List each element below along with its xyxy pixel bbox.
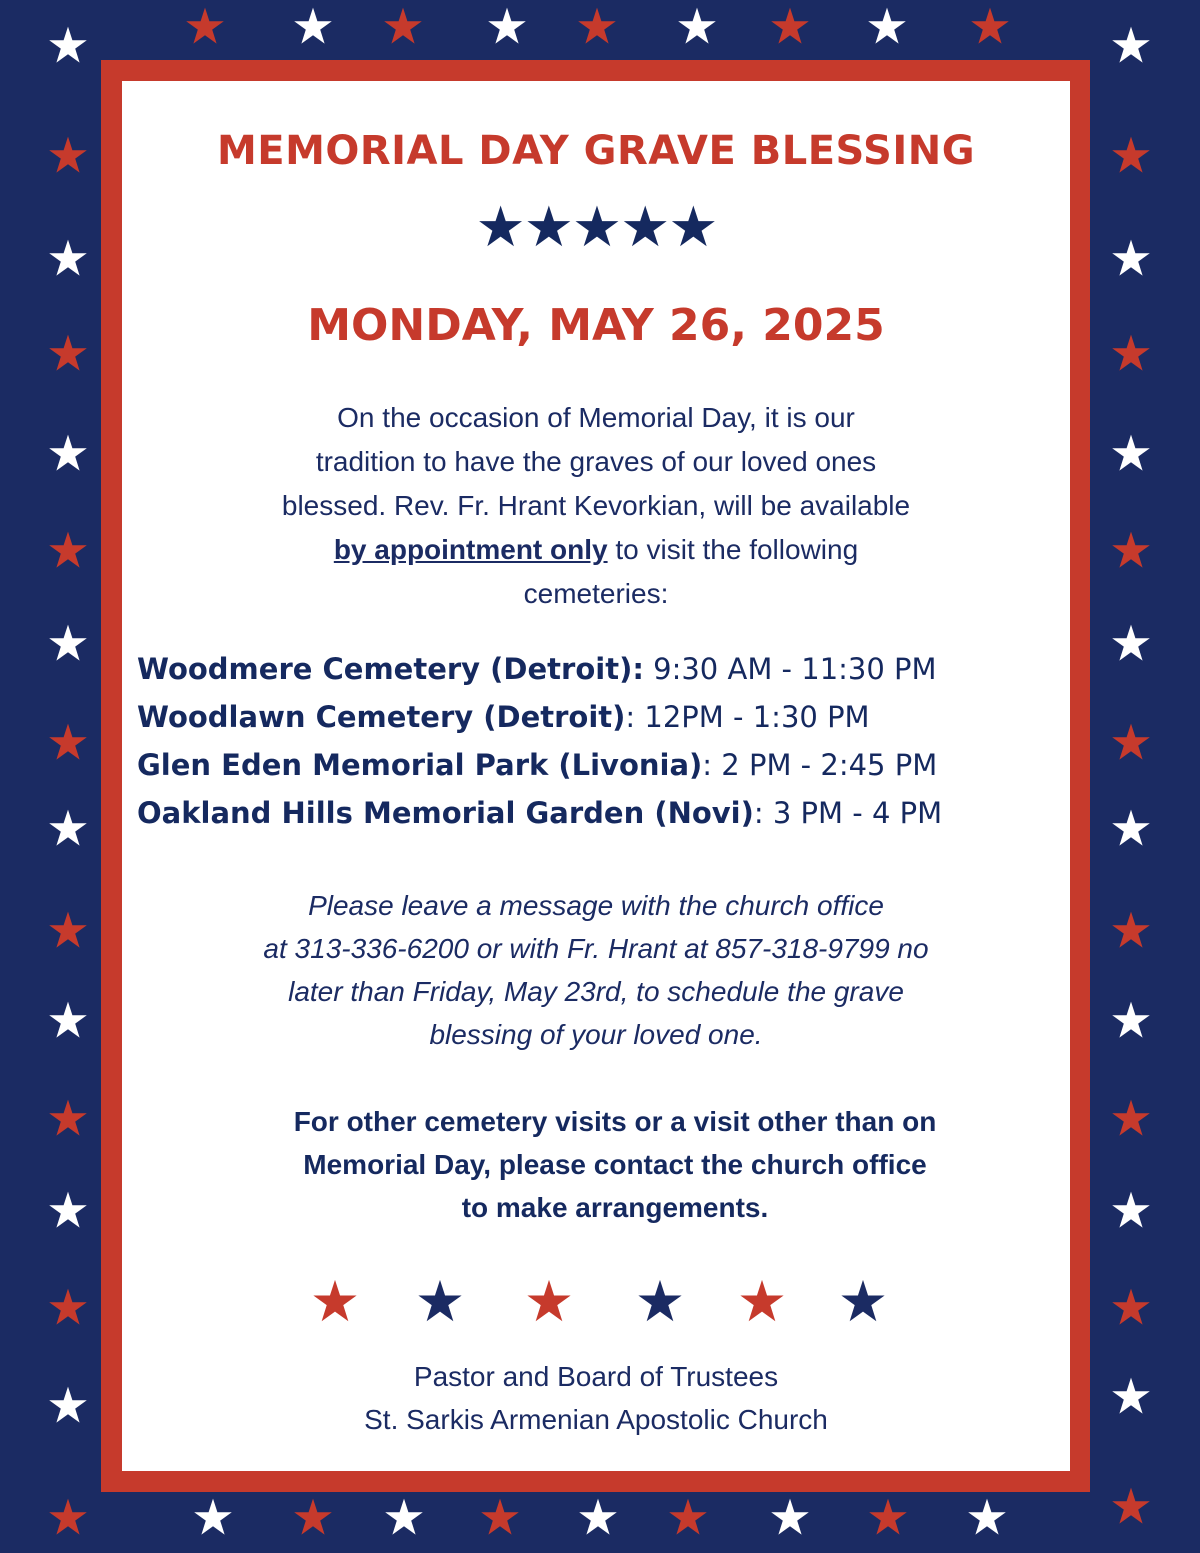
cemetery-row (137, 741, 1077, 789)
star-icon (840, 1278, 886, 1324)
star-icon (487, 6, 527, 46)
cemetery-schedule (137, 645, 1077, 837)
star-icon (1111, 433, 1151, 473)
star-icon (48, 333, 88, 373)
star-icon (48, 1385, 88, 1425)
star-icon (417, 1278, 463, 1324)
star-icon (867, 6, 907, 46)
star-icon (48, 1098, 88, 1138)
star-icon (526, 1278, 572, 1324)
other-visits-note (200, 1100, 1030, 1229)
star-icon (1111, 333, 1151, 373)
appointment-emphasis: by appointment only (333, 534, 608, 565)
star-icon (577, 6, 617, 46)
star-icon (480, 1497, 520, 1537)
intro-line: cemeteries: (523, 578, 669, 609)
signature (122, 1355, 1070, 1441)
message-line: later than Friday, May 23rd, to schedule the grave (288, 976, 904, 1007)
star-icon (48, 722, 88, 762)
intro-line-rest: to visit the following (607, 534, 859, 565)
cemetery-time: : 2 PM - 2:45 PM (702, 748, 938, 782)
star-icon (1111, 1376, 1151, 1416)
cemetery-row (137, 789, 1077, 837)
star-icon (1111, 1000, 1151, 1040)
star-icon (48, 25, 88, 65)
star-icon (1111, 1098, 1151, 1138)
cemetery-time: : 3 PM - 4 PM (753, 796, 943, 830)
star-icon (293, 6, 333, 46)
star-icon (1111, 722, 1151, 762)
cemetery-row (137, 693, 1077, 741)
star-icon (970, 6, 1010, 46)
star-icon (48, 433, 88, 473)
star-icon (48, 530, 88, 570)
signature-line: St. Sarkis Armenian Apostolic Church (364, 1404, 828, 1435)
other-line: For other cemetery visits or a visit other than on (293, 1106, 937, 1137)
star-icon (1111, 238, 1151, 278)
star-icon (1111, 623, 1151, 663)
cemetery-row (137, 645, 1077, 693)
intro-line: blessed. Rev. Fr. Hrant Kevorkian, will be available (281, 490, 911, 521)
star-icon (1111, 808, 1151, 848)
cemetery-name: Oakland Hills Memorial Garden (Novi) (137, 796, 754, 830)
title-stars-icon: ★★★★★ (475, 195, 717, 260)
star-icon (1111, 910, 1151, 950)
star-icon (1111, 1190, 1151, 1230)
star-icon (637, 1278, 683, 1324)
star-icon (1111, 135, 1151, 175)
star-icon (770, 1497, 810, 1537)
cemetery-name: Woodmere Cemetery (Detroit): (137, 652, 644, 686)
star-icon (1111, 1486, 1151, 1526)
star-icon (48, 623, 88, 663)
message-line: Please leave a message with the church office (308, 890, 884, 921)
intro-line (190, 528, 1002, 572)
star-icon (668, 1497, 708, 1537)
star-icon (383, 6, 423, 46)
star-icon (1111, 25, 1151, 65)
star-icon (48, 238, 88, 278)
star-icon (48, 910, 88, 950)
cemetery-name: Glen Eden Memorial Park (Livonia) (137, 748, 703, 782)
star-icon (293, 1497, 333, 1537)
star-icon (48, 1000, 88, 1040)
star-icon (1111, 1287, 1151, 1327)
star-icon (48, 1190, 88, 1230)
star-icon (868, 1497, 908, 1537)
star-icon (48, 1497, 88, 1537)
intro-paragraph (190, 396, 1002, 616)
star-icon (312, 1278, 358, 1324)
intro-line: On the occasion of Memorial Day, it is our (337, 402, 855, 433)
intro-line: tradition to have the graves of our loved ones (315, 446, 877, 477)
message-line: at 313-336-6200 or with Fr. Hrant at 857-318-9799 no (263, 933, 929, 964)
flyer-title: MEMORIAL DAY GRAVE BLESSING (216, 128, 976, 174)
other-line: to make arrangements. (461, 1192, 769, 1223)
signature-line: Pastor and Board of Trustees (413, 1361, 779, 1392)
star-icon (185, 6, 225, 46)
event-date: MONDAY, MAY 26, 2025 (307, 300, 885, 351)
star-icon (739, 1278, 785, 1324)
star-icon (193, 1497, 233, 1537)
star-icon (1111, 530, 1151, 570)
star-icon (48, 1287, 88, 1327)
message-line: blessing of your loved one. (429, 1019, 763, 1050)
star-icon (384, 1497, 424, 1537)
cemetery-time: 9:30 AM - 11:30 PM (643, 652, 937, 686)
other-line: Memorial Day, please contact the church office (303, 1149, 927, 1180)
star-icon (48, 135, 88, 175)
star-icon (967, 1497, 1007, 1537)
star-icon (578, 1497, 618, 1537)
star-icon (677, 6, 717, 46)
cemetery-name: Woodlawn Cemetery (Detroit) (137, 700, 626, 734)
cemetery-time: : 12PM - 1:30 PM (625, 700, 870, 734)
contact-message (180, 884, 1012, 1056)
star-icon (770, 6, 810, 46)
star-icon (48, 808, 88, 848)
